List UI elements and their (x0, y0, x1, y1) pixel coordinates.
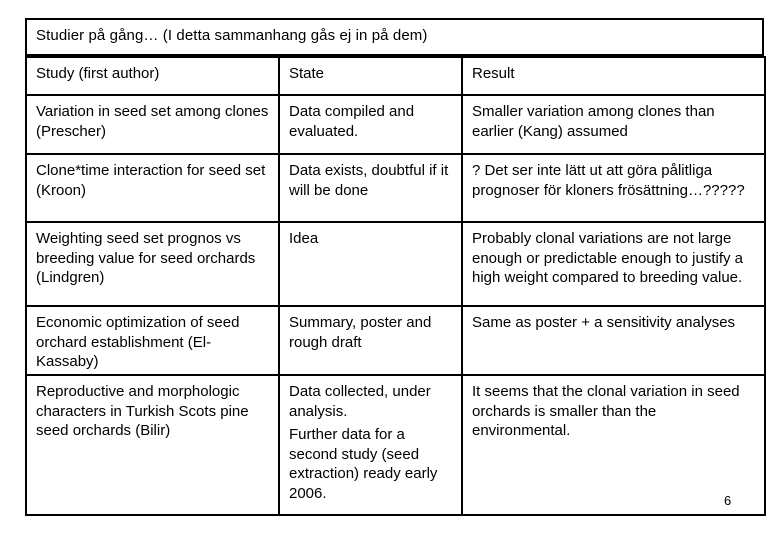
cell-study: Weighting seed set prognos vs breeding value for seed orchards (Lindgren) (26, 222, 279, 306)
cell-state: Idea (279, 222, 462, 306)
header-study: Study (first author) (26, 57, 279, 95)
cell-study: Variation in seed set among clones (Prescher) (26, 95, 279, 154)
slide-title-box (25, 18, 764, 56)
cell-state (279, 375, 462, 515)
cell-state-extra: Further data for a second study (seed extraction) ready early 2006. (289, 426, 438, 502)
cell-state: Data compiled and evaluated. (279, 95, 462, 154)
header-result: Result (462, 57, 765, 95)
table-row (26, 222, 765, 306)
table-row (26, 375, 765, 515)
cell-study: Clone*time interaction for seed set (Kroon) (26, 154, 279, 222)
cell-study: Reproductive and morphologic characters in Turkish Scots pine seed orchards (Bilir) (26, 375, 279, 515)
cell-state: Data exists, doubtful if it will be done (279, 154, 462, 222)
page-number: 6 (724, 493, 732, 508)
header-state: State (279, 57, 462, 95)
slide-title: Studier på gång… (I detta sammanhang gås ej in på dem) (36, 27, 428, 44)
cell-result: Same as poster + a sensitivity analyses (462, 306, 765, 375)
cell-state-main: Data collected, under analysis. (289, 383, 431, 420)
cell-state: Summary, poster and rough draft (279, 306, 462, 375)
studies-table (25, 56, 766, 516)
table-row (26, 154, 765, 222)
table-row (26, 306, 765, 375)
cell-result: Smaller variation among clones than earlier (Kang) assumed (462, 95, 765, 154)
cell-result: ? Det ser inte lätt ut att göra pålitliga prognoser för kloners frösättning…????? (462, 154, 765, 222)
cell-result: Probably clonal variations are not large enough or predictable enough to justify a high weight compared to breeding value. (462, 222, 765, 306)
table-header-row (26, 57, 765, 95)
cell-result: It seems that the clonal variation in seed orchards is smaller than the environmental. (462, 375, 765, 515)
cell-study: Economic optimization of seed orchard establishment (El-Kassaby) (26, 306, 279, 375)
table-row (26, 95, 765, 154)
